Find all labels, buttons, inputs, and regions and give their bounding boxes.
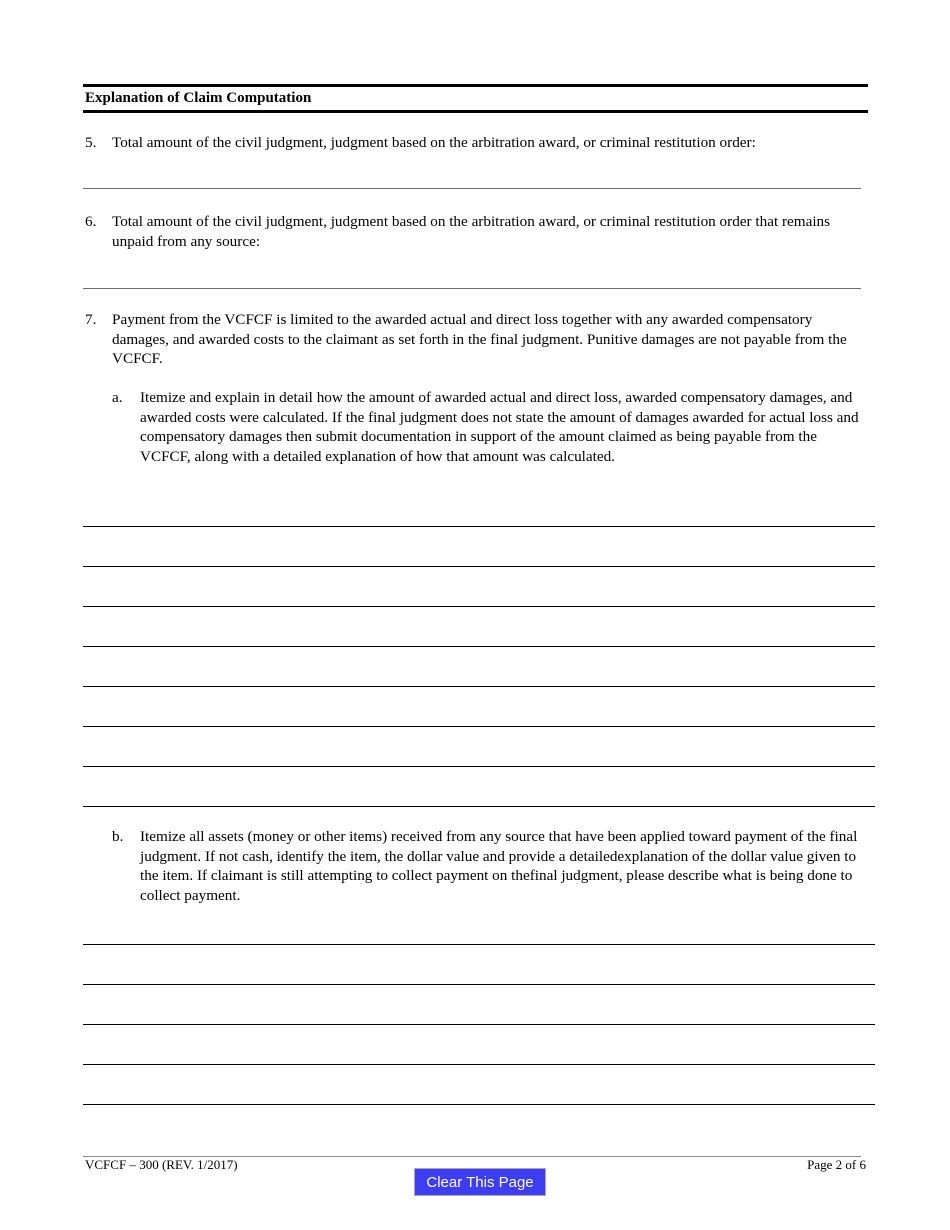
subitem-b-text: Itemize all assets (money or other items) received from any source that have been applied toward payment of the final judgment. If not cash, identify the item, the dollar value and provide a detailedexplanation of the dollar value given to the item. If claimant is still attempting to collect payment on thefinal judgment, please describe what is being done to collect payment. <box>140 828 858 904</box>
form-id: VCFCF – 300 (REV. 1/2017) <box>85 1157 238 1172</box>
section-top-rule <box>83 84 868 87</box>
question-7-text: Payment from the VCFCF is limited to the awarded actual and direct loss together with any awarded compensatory damages, and awarded costs to the claimant as set forth in the final judgment. Punitive damages are not payable from the VCFCF. <box>112 311 847 367</box>
subitem-b-answer-line[interactable] <box>83 1104 875 1105</box>
question-5-text: Total amount of the civil judgment, judgment based on the arbitration award, or criminal restitution order: <box>112 134 756 151</box>
question-5-number: 5. <box>85 134 97 151</box>
question-6-answer-field[interactable] <box>83 288 861 289</box>
subitem-b-letter: b. <box>112 828 124 845</box>
subitem-a-answer-line[interactable] <box>83 766 875 767</box>
section-title: Explanation of Claim Computation <box>85 90 312 106</box>
section-bottom-rule <box>83 110 868 113</box>
subitem-b-answer-line[interactable] <box>83 1024 875 1025</box>
subitem-a-answer-line[interactable] <box>83 726 875 727</box>
clear-page-button[interactable]: Clear This Page <box>414 1168 546 1196</box>
subitem-a-answer-line[interactable] <box>83 686 875 687</box>
subitem-a-answer-line[interactable] <box>83 806 875 807</box>
subitem-a-answer-line[interactable] <box>83 606 875 607</box>
subitem-b-answer-line[interactable] <box>83 944 875 945</box>
subitem-a-answer-line[interactable] <box>83 526 875 527</box>
subitem-b-answer-line[interactable] <box>83 984 875 985</box>
subitem-b-answer-line[interactable] <box>83 1064 875 1065</box>
question-6-text: Total amount of the civil judgment, judgment based on the arbitration award, or criminal restitution order that remains unpaid from any source: <box>112 213 831 250</box>
subitem-a-answer-line[interactable] <box>83 646 875 647</box>
page-number: Page 2 of 6 <box>807 1157 866 1172</box>
question-6-number: 6. <box>85 213 97 230</box>
question-7-number: 7. <box>85 311 97 328</box>
question-5-answer-field[interactable] <box>83 188 861 189</box>
subitem-a-text: Itemize and explain in detail how the amount of awarded actual and direct loss, awarded compensatory damages, and awarded costs were calculated. If the final judgment does not state the amount of damages awarded for actual loss and compensatory damages then submit documentation in support of the amount claimed as being payable from the VCFCF, along with a detailed explanation of how that amount was calculated. <box>140 389 859 465</box>
subitem-a-answer-line[interactable] <box>83 566 875 567</box>
subitem-a-letter: a. <box>112 389 123 406</box>
